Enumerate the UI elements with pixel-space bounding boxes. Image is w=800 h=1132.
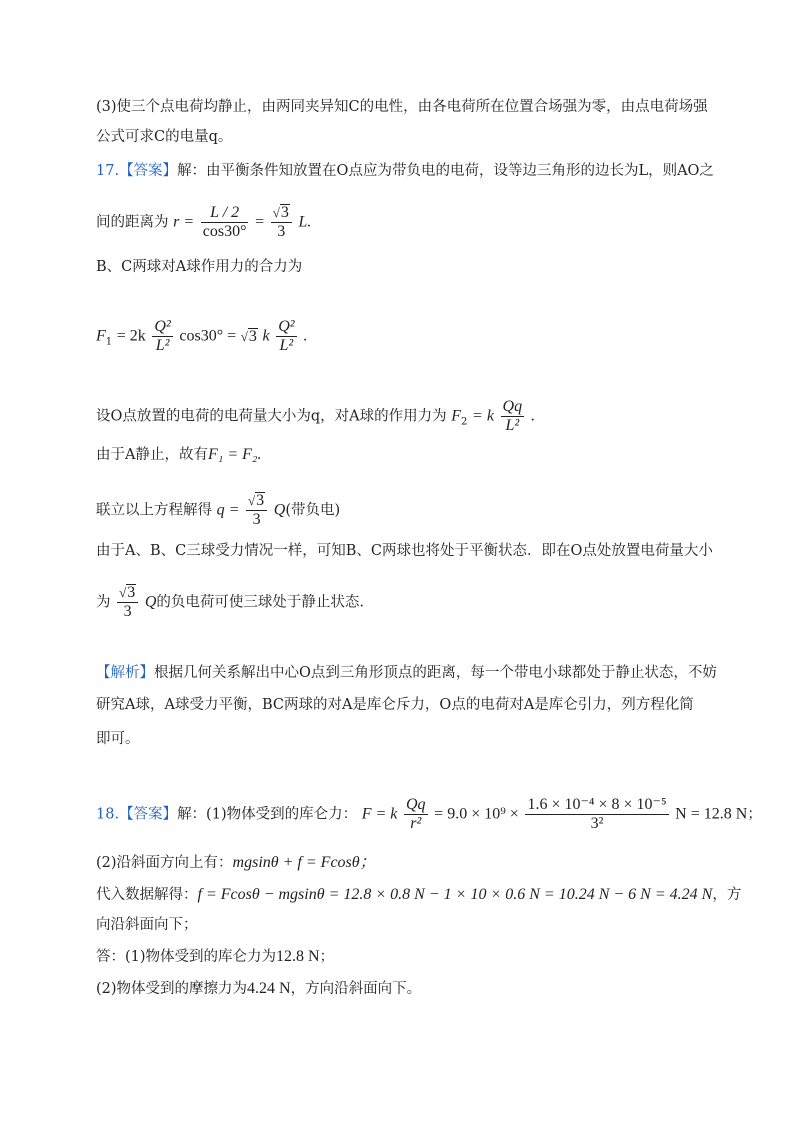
q18-number: 18.: [96, 806, 120, 823]
q18-answer-2: (2)物体受到的摩擦力为4.24 N，方向沿斜面向下。: [96, 980, 422, 997]
q17-same-line: 由于A、B、C三球受力情况一样，可知B、C两球也将处于平衡状态．即在O点处放置电荷量大小: [96, 543, 713, 559]
q17-f1-fraction-1: $\frac{\text{Q²}}{\text{L²}}$: [154, 318, 171, 354]
q18-eq1-fraction-1: $\frac{Qq}{\text{r²}}$: [406, 796, 426, 832]
paragraph-3-line-2: 公式可求C的电量q。: [96, 129, 233, 145]
q17-f1-fraction-2: $\frac{\text{Q²}}{\text{L²}}$: [278, 318, 295, 354]
analysis17-line-3: 即可。: [96, 731, 140, 747]
q17-eq1-lhs: r =: [173, 213, 195, 231]
q18-answer-tag: 【答案】: [119, 806, 178, 823]
q17-number: 17.: [96, 163, 120, 179]
q18-answer-1: 答：(1)物体受到的库仑力为12.8 N；: [96, 948, 335, 965]
q17-still-line: 由于A静止，故有F₁ = F₂.: [96, 446, 262, 463]
q17-final-line: 为 $\frac{√3}{3}$ Q的负电荷可使三球处于静止状态.: [96, 584, 365, 620]
q17-final-fraction: $\frac{√3}{3}$: [117, 584, 138, 621]
q17-eq1-tail: L.: [298, 213, 312, 231]
q17-eq1-equals: =: [255, 213, 265, 231]
q18-line-3: 代入数据解得：f = Fcosθ − mgsinθ = 12.8 × 0.8 N − 1 × 10 × 0.6 N = 10.24 N − 6 N = 4.24 N，方: [96, 886, 742, 903]
q17-bc-line: B、C两球对A球作用力的合力为: [96, 259, 303, 275]
q17-solve-line: 联立以上方程解得 q = $\frac{√3}{3}$ Q(带负电): [96, 492, 341, 528]
analysis17-line-1: 【解析】根据几何关系解出中心O点到三角形顶点的距离，每一个带电小球都处于静止状态，不妨: [96, 665, 717, 681]
q17-q-fraction: $\frac{√3}{3}$: [246, 492, 267, 529]
analysis17-line-2: 研究A球，A球受力平衡，BC两球的对A是库仑斥力，O点的电荷对A是库仑引力，列方程化简: [96, 697, 694, 713]
q17-f1-equation: $F_1 = 2k$ $\frac{\text{Q²}}{\text{L²}}$ cos30° = √3 k $\frac{\text{Q²}}{\text{L²}}$ .: [96, 318, 308, 354]
q18-eq1-fraction-2: $\frac{\text{1.6 × 10⁻⁴ × 8 × 10⁻⁵}}{\text{3²}}$: [527, 796, 667, 832]
q18-line-4: 向沿斜面向下；: [96, 917, 198, 933]
q18-line-2: (2)沿斜面方向上有：mgsinθ + f = Fcosθ；: [96, 854, 376, 871]
q17-f2-line: 设O点放置的电荷的电荷量大小为q，对A球的作用力为 $F_2 = k$ $\frac{Qq}{\text{L²}}$ .: [96, 398, 535, 434]
q17-eq1-root-fraction: $\frac{√3}{3}$: [271, 204, 292, 241]
paragraph-3-line-1: (3)使三个点电荷均静止，由两同夹异知C的电性，由各电荷所在位置合场强为零，由点电荷场强: [96, 99, 708, 115]
q17-distance-text: 间的距离为: [96, 214, 169, 231]
q17-intro-line: [96, 160, 714, 182]
q17-answer-tag: 【答案】: [119, 163, 178, 179]
q17-intro: 解：由平衡条件知放置在O点应为带负电的电荷，设等边三角形的边长为L，则AO之: [177, 163, 714, 179]
q17-distance-line: [96, 204, 311, 241]
q18-intro-line: 18.【答案】解：(1)物体受到的库仑力： F = k $\frac{Qq}{\text{r²}}$ = 9.0 × 10⁹ × $\frac{\text{1.6 × 10⁻⁴ × 8 × 10⁻⁵}}{\text{3²}}$ N = 12.8 N；: [96, 796, 762, 832]
q17-eq1-fraction: $\frac{L / 2}{\cos 30^\circ}$: [202, 204, 247, 240]
analysis17-tag: 【解析】: [96, 665, 154, 681]
q17-f2-fraction: $\frac{Qq}{\text{L²}}$: [502, 398, 523, 434]
